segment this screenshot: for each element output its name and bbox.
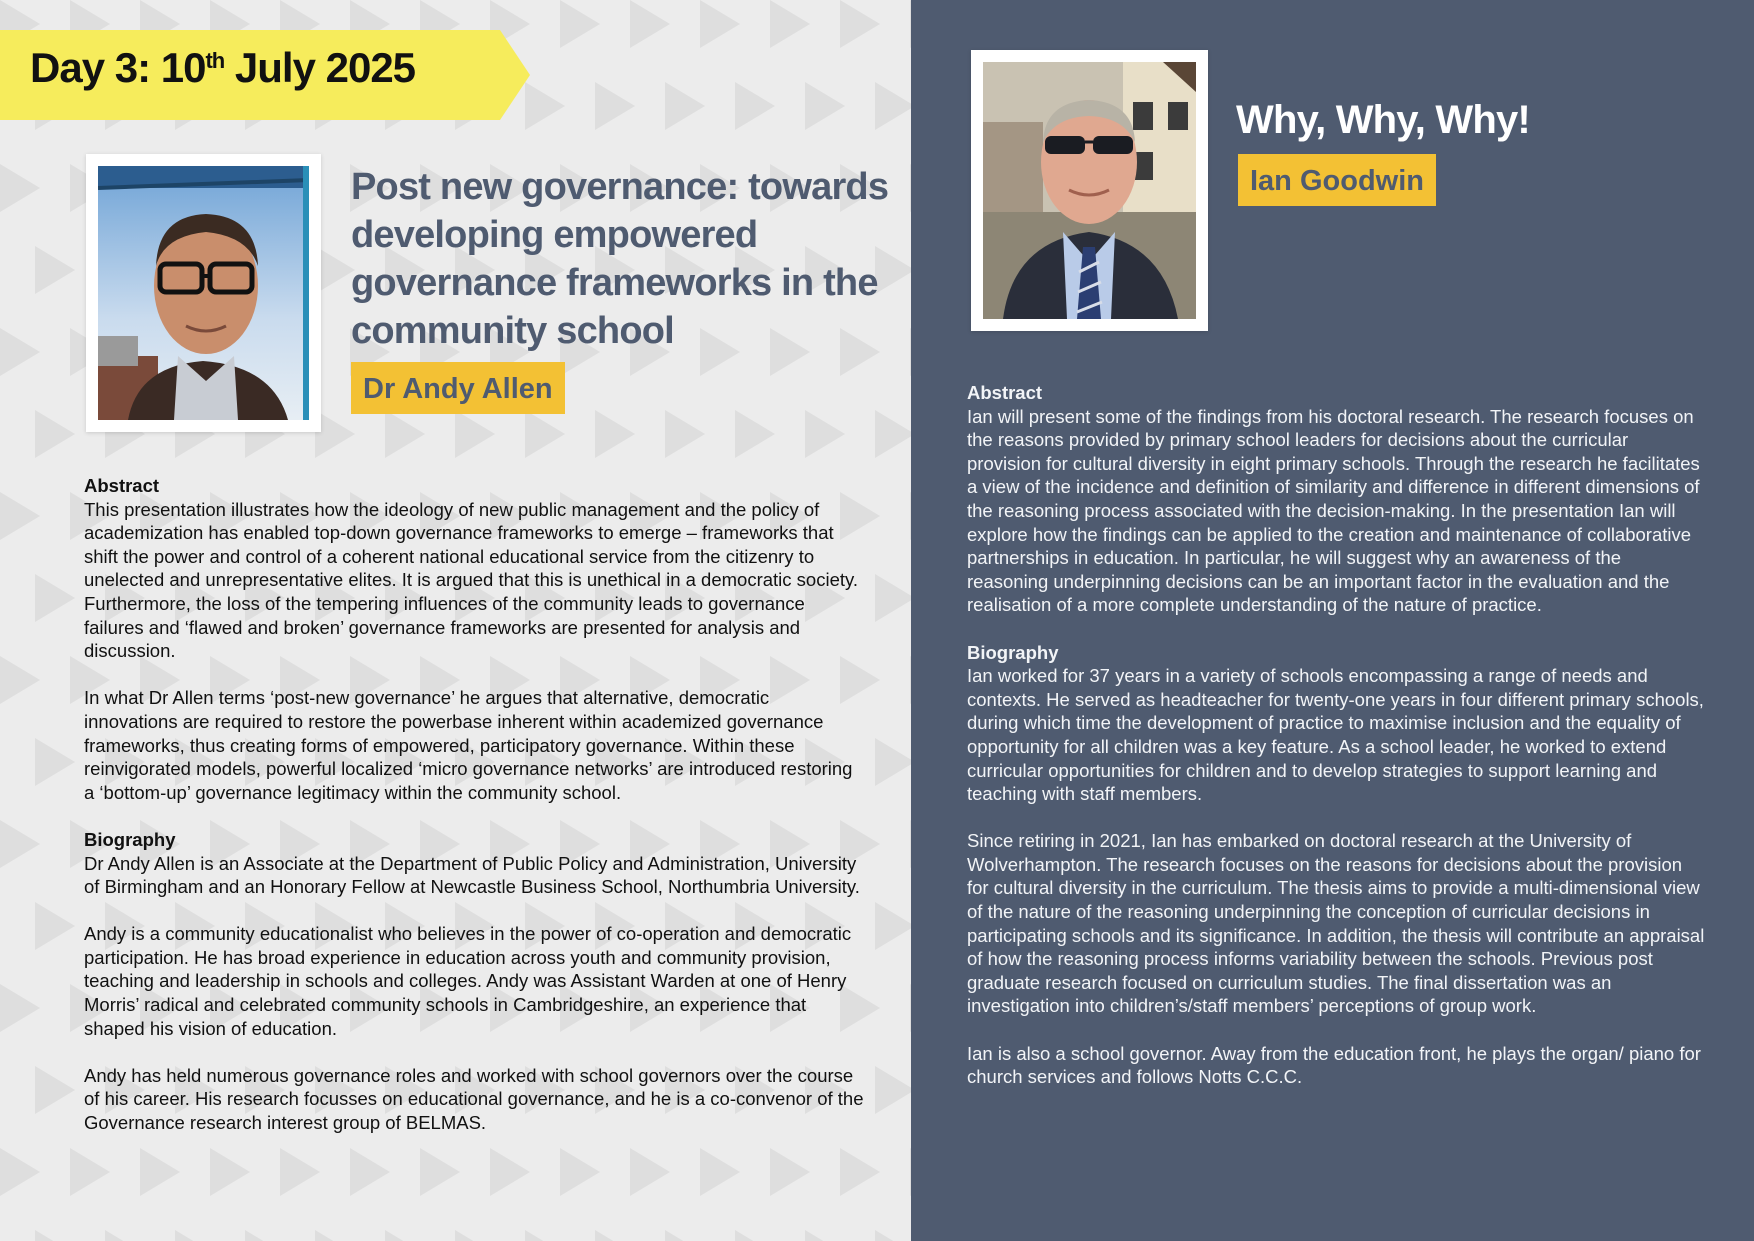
abstract-paragraph-left-2: In what Dr Allen terms ‘post-new governance’ he argues that alternative, democratic innovations are required to restore the powerbase inherent within academized governance frameworks, thus creating forms of empowered, participatory governance. Within these reinvigorated models, powerful localized ‘micro governance networks’ are introduced restoring a ‘bottom-up’ governance legitimacy within the community school. [84,687,853,803]
speaker-name-badge-right: Ian Goodwin [1238,154,1436,206]
left-text-column [84,474,864,1158]
biography-heading-left: Biography [84,828,176,850]
biography-paragraph-left-1: Dr Andy Allen is an Associate at the Department of Public Policy and Administration, University of Birmingham and an Honorary Fellow at Newcastle Business School, Northumbria University. [84,852,860,898]
talk-title-right: Why, Why, Why! [1236,98,1530,142]
speaker-name-badge-left: Dr Andy Allen [351,362,565,414]
talk-title-left: Post new governance: towards developing empowered governance frameworks in the community school [351,166,889,352]
speaker-photo-frame-goodwin [971,50,1208,331]
speaker-photo-allen [98,166,309,420]
biography-heading-right: Biography [967,641,1059,663]
day-prefix: Day 3: 10 [30,44,206,91]
right-text-column [967,381,1707,1112]
biography-paragraph-right-2: Since retiring in 2021, Ian has embarked on doctoral research at the University of Wolverhampton. The research focuses on the reasons for decisions about the provision for cultural diversity in the curriculum. The thesis aims to provide a multi-dimensional view of the nature of the reasoning underpinning the conception of curricular decisions in participating schools and its significance. In addition, the thesis will contribute an appraisal of how the reasoning process informs variability between the schools. Previous post graduate research focused on curriculum studies. The final dissertation was an investigation into children’s/staff members’ perceptions of group work. [967,830,1705,1017]
biography-paragraph-left-2: Andy is a community educationalist who believes in the power of co-operation and democratic participation. He has broad experience in education across youth and community provision, teaching and leadership in schools and colleges. Andy was Assistant Warden at one of Henry Morris’ radical and celebrated community schools in Cambridgeshire, an experience that shaped his vision of education. [84,923,852,1039]
speaker-photo-frame-allen [86,154,321,432]
biography-paragraph-left-3: Andy has held numerous governance roles and worked with school governors over the course of his career. His research focusses on educational governance, and he is a co-convenor of the Governance research interest group of BELMAS. [84,1064,864,1134]
abstract-heading-right: Abstract [967,382,1043,403]
abstract-heading-left: Abstract [84,475,160,496]
abstract-paragraph-left-1: This presentation illustrates how the ideology of new public management and the policy of academization has enabled top-down governance frameworks to emerge – frameworks that shift the power and control of a coherent national educational service from the citizenry to unelected and unrepresentative elites. It is argued that this is unethical in a democratic society. Furthermore, the loss of the tempering influences of the community leads to governance failures and ‘flawed and broken’ governance frameworks are presented for analysis and discussion. [84,498,859,662]
day-ordinal: th [205,48,225,73]
biography-paragraph-right-1: Ian worked for 37 years in a variety of schools encompassing a range of needs and contexts. He served as headteacher for twenty-one years in four different primary schools, during which time the development of practice to maximise inclusion and the equality of opportunity for all children was a key feature. As a school leader, he worked to extend curricular opportunities for children and to develop strategies to support learning and teaching with staff members. [967,665,1704,805]
right-panel [911,0,1754,1241]
day-suffix: July 2025 [224,44,416,91]
speaker-photo-goodwin [983,62,1196,319]
abstract-paragraph-right-1: Ian will present some of the findings from his doctoral research. The research focuses on the reasons provided by primary school leaders for decisions about the curricular provision for cultural diversity in eight primary schools. Through the research he facilitates a view of the incidence and definition of similarity and difference in different dimensions of the reasoning process associated with the decision-making. In the presentation Ian will explore how the findings can be applied to the creation and maintenance of collaborative partnerships in education. In particular, he will suggest why an awareness of the reasoning underpinning decisions can be an important factor in the evaluation and the realisation of a more complete understanding of the nature of practice. [967,405,1700,616]
day-heading [30,44,415,92]
biography-paragraph-right-3: Ian is also a school governor. Away from the education front, he plays the organ/ piano for church services and follows Notts C.C.C. [967,1042,1701,1088]
